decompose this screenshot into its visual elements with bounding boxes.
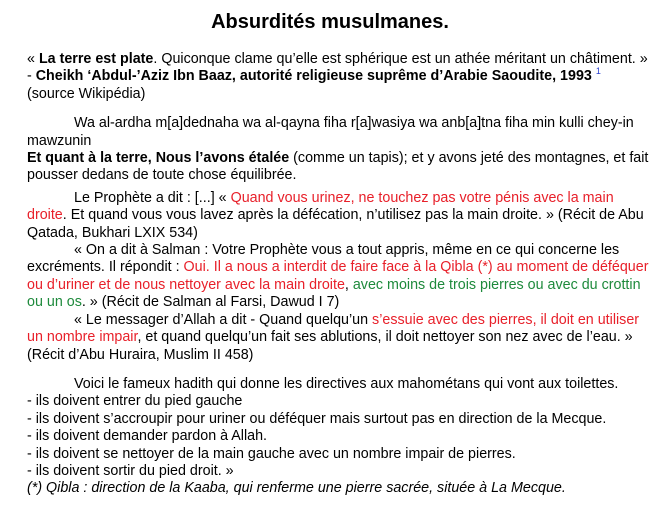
quote-baaz (27, 51, 649, 68)
toilets-item: - ils doivent entrer du pied gauche (27, 393, 243, 410)
hadith-huraira (27, 312, 649, 364)
quote-open: « (27, 51, 39, 67)
quote-author-line (27, 68, 649, 85)
quote-source: (source Wikipédia) (27, 85, 146, 102)
author-dash: - (27, 68, 36, 85)
hadith2-green-text: avec moins de trois pierres ou avec du crottin ou un os (27, 276, 641, 311)
quote-author: Cheikh ‘Abdul-’Aziz Ibn Baaz, autorité religieuse suprême d’Arabie Saoudite, 1993 (35, 68, 592, 85)
hadith-salman (27, 242, 649, 312)
hadith2-red-text: Oui. Il a nous a interdit de faire face à la Qibla (*) au moment de déféquer ou d’uriner et de nous nettoyer avec la main droite (27, 259, 649, 293)
page-title: Absurdités musulmanes. (211, 11, 449, 33)
quote-bold-text: La terre est plate (38, 51, 154, 67)
hadith3-intro: « Le messager d’Allah a dit - Quand quelqu’un (74, 311, 373, 328)
hadith-qatada (27, 190, 649, 242)
hadith3-rest: , et quand quelqu’un fait ses ablutions, il doit nettoyer son nez avec de l’eau. » (Récit d’Abu Huraira, Muslim II 458) (27, 329, 633, 363)
qibla-footnote: (*) Qibla : direction de la Kaaba, qui renferme une pierre sacrée, située à La Mecque. (27, 480, 566, 497)
verse-translation (27, 150, 649, 185)
verse-bold-text: Et quant à la terre, Nous l’avons étalée (27, 150, 290, 167)
toilets-intro: Voici le fameux hadith qui donne les directives aux mahométans qui vont aux toilettes. (74, 375, 619, 392)
hadith1-red-text: Quand vous urinez, ne touchez pas votre pénis avec la main droite (27, 189, 614, 224)
toilets-item: - ils doivent demander pardon à Allah. (27, 428, 268, 445)
hadith2-mid: , (344, 276, 353, 293)
quote-rest: . Quiconque clame qu’elle est sphérique est un athée méritant un châtiment. » (153, 51, 648, 67)
toilets-item: - ils doivent se nettoyer de la main gauche avec un nombre impair de pierres. (27, 445, 516, 462)
hadith2-intro: « On a dit à Salman : Votre Prophète vous a tout appris, même en ce qui concerne les excréments. Il répondit : (27, 242, 620, 276)
toilets-item: - ils doivent s’accroupir pour uriner ou déféquer mais surtout pas en direction de la Mecque. (27, 410, 607, 427)
hadith1-rest: . Et quand vous vous lavez après la défécation, n’utilisez pas la main droite. » (Récit de Abu Qatada, Bukhari LXIX 534) (27, 207, 644, 241)
hadith2-rest: . » (Récit de Salman al Farsi, Dawud I 7) (81, 294, 340, 311)
footnote-link[interactable]: 1 (595, 66, 601, 77)
document-body (27, 51, 649, 498)
verse-transliteration: Wa al-ardha m[a]dednaha wa al-qayna fiha r[a]wasiya wa anb[a]tna fiha min kulli chey-in mawzunin (27, 115, 634, 149)
toilets-item: - ils doivent sortir du pied droit. » (27, 462, 234, 479)
verse-rest: (comme un tapis); et y avons jeté des montagnes, et fait pousser dedans de toute chose équilibrée. (27, 150, 649, 184)
hadith3-red-text: s’essuie avec des pierres, il doit en utiliser un nombre impair (27, 311, 640, 346)
hadith1-intro: Le Prophète a dit : [...] « (74, 189, 231, 206)
